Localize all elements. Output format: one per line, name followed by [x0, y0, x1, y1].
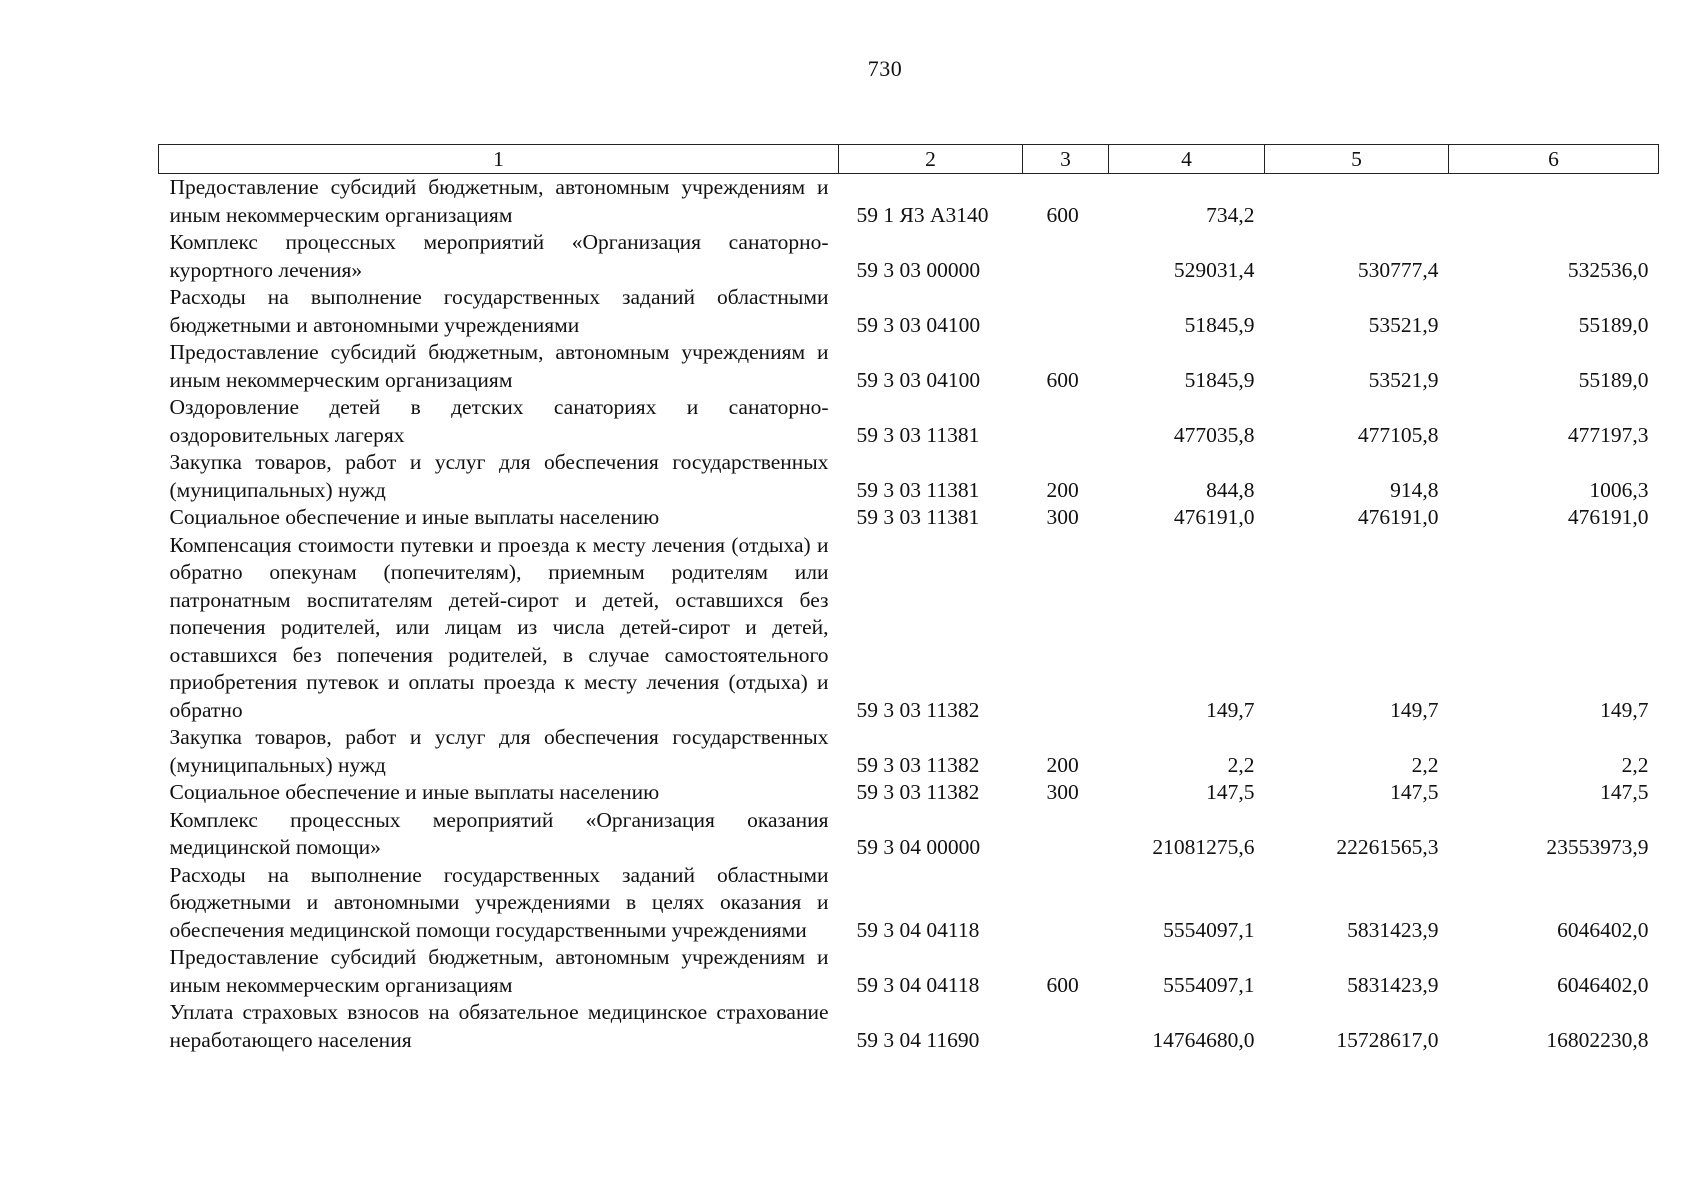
row-value-5: 476191,0 — [1357, 505, 1439, 529]
table-row — [159, 944, 1659, 999]
table-row — [159, 999, 1659, 1054]
row-group: 300 — [1046, 505, 1079, 529]
row-code: 59 3 03 04100 — [856, 312, 981, 337]
row-group — [1023, 394, 1109, 449]
row-value-5: 2,2 — [1411, 752, 1439, 777]
row-name: Оздоровление детей в детских санаториях и санаторно-оздоровительных лагерях — [169, 395, 829, 447]
table-row — [159, 229, 1659, 284]
table-row — [159, 779, 1659, 807]
column-header-3: 3 — [1023, 145, 1109, 174]
row-code: 59 3 03 11382 — [856, 752, 980, 777]
row-value-4: 147,5 — [1206, 780, 1255, 804]
row-value-4: 149,7 — [1206, 697, 1255, 722]
table-row — [159, 394, 1659, 449]
row-name: Закупка товаров, работ и услуг для обеспечения государственных (муниципальных) нужд — [169, 725, 829, 777]
row-group — [1023, 532, 1109, 725]
row-value-5: 53521,9 — [1368, 367, 1439, 392]
row-value-4: 2,2 — [1227, 752, 1255, 777]
row-value-5: 15728617,0 — [1336, 1027, 1439, 1052]
row-group — [1023, 284, 1109, 339]
row-name: Уплата страховых взносов на обязательное медицинское страхование неработающего населения — [169, 1000, 829, 1052]
row-value-6: 1006,3 — [1589, 477, 1649, 502]
row-code: 59 3 04 04118 — [856, 972, 980, 997]
row-value-4: 734,2 — [1206, 202, 1255, 227]
row-value-6: 149,7 — [1600, 697, 1649, 722]
row-code: 59 1 Я3 А3140 — [856, 202, 989, 227]
row-name: Закупка товаров, работ и услуг для обеспечения государственных (муниципальных) нужд — [169, 450, 829, 502]
row-group — [1023, 229, 1109, 284]
table-row — [159, 862, 1659, 945]
row-value-5: 22261565,3 — [1336, 835, 1439, 859]
row-group: 600 — [1046, 972, 1079, 997]
row-code: 59 3 04 00000 — [856, 835, 981, 859]
row-group: 300 — [1046, 780, 1079, 804]
table-row — [159, 449, 1659, 504]
row-group: 200 — [1046, 752, 1079, 777]
row-group: 200 — [1046, 477, 1079, 502]
column-header-5: 5 — [1265, 145, 1449, 174]
table-row — [159, 532, 1659, 725]
table-row — [159, 724, 1659, 779]
row-value-4: 51845,9 — [1184, 367, 1255, 392]
row-value-5: 530777,4 — [1357, 257, 1439, 282]
row-code: 59 3 03 11382 — [856, 697, 980, 722]
row-code: 59 3 03 00000 — [856, 257, 981, 282]
row-group — [1023, 999, 1109, 1054]
row-value-6: 55189,0 — [1578, 312, 1649, 337]
row-name: Предоставление субсидий бюджетным, автономным учреждениям и иным некоммерческим организациям — [169, 945, 829, 997]
row-value-6: 147,5 — [1600, 780, 1649, 804]
table-body — [159, 174, 1659, 1055]
row-value-4: 477035,8 — [1173, 422, 1255, 447]
table-row — [159, 504, 1659, 532]
row-value-5: 149,7 — [1390, 697, 1439, 722]
row-value-6: 16802230,8 — [1546, 1027, 1649, 1052]
row-value-4: 529031,4 — [1173, 257, 1255, 282]
row-value-5: 53521,9 — [1368, 312, 1439, 337]
row-group: 600 — [1046, 367, 1079, 392]
table-row — [159, 284, 1659, 339]
table-row — [159, 807, 1659, 862]
row-value-4: 5554097,1 — [1163, 917, 1255, 942]
row-value-4: 844,8 — [1206, 477, 1255, 502]
row-value-5: 5831423,9 — [1347, 972, 1439, 997]
budget-table — [158, 144, 1659, 1054]
row-value-4: 21081275,6 — [1152, 835, 1255, 859]
row-name: Расходы на выполнение государственных заданий областными бюджетными и автономными учреждениями в целях оказания и обеспечения медицинской помощи государственными учреждениями — [169, 862, 829, 942]
row-code: 59 3 03 11381 — [856, 477, 980, 502]
row-group — [1023, 862, 1109, 945]
column-header-4: 4 — [1109, 145, 1265, 174]
row-code: 59 3 04 04118 — [856, 917, 980, 942]
row-value-5 — [1265, 174, 1449, 230]
row-value-5: 914,8 — [1390, 477, 1439, 502]
row-name: Предоставление субсидий бюджетным, автономным учреждениям и иным некоммерческим организациям — [169, 175, 829, 227]
row-value-5: 477105,8 — [1357, 422, 1439, 447]
row-name: Компенсация стоимости путевки и проезда к месту лечения (отдыха) и обратно опекунам (попечителям), приемным родителям или патронатным воспитателям детей-сирот и детей, оставшихся без попечения родителей, или лицам из числа детей-сирот и детей, оставшихся без попечения родителей, в случае самостоятельного приобретения путевок и оплаты проезда к месту лечения (отдыха) и обратно — [169, 532, 829, 722]
column-header-2: 2 — [839, 145, 1023, 174]
row-group: 600 — [1046, 202, 1079, 227]
column-header-1: 1 — [159, 145, 839, 174]
row-name: Социальное обеспечение и иные выплаты населению — [169, 780, 660, 804]
header-row — [159, 145, 1659, 174]
page-number: 730 — [867, 56, 903, 81]
row-code: 59 3 03 11381 — [856, 505, 980, 529]
row-name: Комплекс процессных мероприятий «Организация санаторно-курортного лечения» — [169, 230, 829, 282]
row-value-5: 5831423,9 — [1347, 917, 1439, 942]
row-value-6: 2,2 — [1621, 752, 1649, 777]
table-row — [159, 339, 1659, 394]
row-value-6: 23553973,9 — [1546, 835, 1649, 859]
row-value-4: 476191,0 — [1173, 505, 1255, 529]
row-group — [1023, 807, 1109, 862]
row-code: 59 3 04 11690 — [856, 1027, 980, 1052]
row-code: 59 3 03 04100 — [856, 367, 981, 392]
row-value-6: 477197,3 — [1567, 422, 1649, 447]
row-code: 59 3 03 11381 — [856, 422, 980, 447]
row-value-4: 5554097,1 — [1163, 972, 1255, 997]
row-value-6: 476191,0 — [1567, 505, 1649, 529]
column-header-6: 6 — [1449, 145, 1659, 174]
row-value-5: 147,5 — [1390, 780, 1439, 804]
row-value-6: 55189,0 — [1578, 367, 1649, 392]
row-name: Расходы на выполнение государственных заданий областными бюджетными и автономными учреждениями — [169, 285, 829, 337]
row-name: Социальное обеспечение и иные выплаты населению — [169, 505, 660, 529]
row-value-6: 6046402,0 — [1557, 972, 1649, 997]
table-row — [159, 174, 1659, 230]
row-code: 59 3 03 11382 — [856, 780, 980, 804]
row-value-6: 6046402,0 — [1557, 917, 1649, 942]
row-name: Комплекс процессных мероприятий «Организация оказания медицинской помощи» — [169, 807, 829, 859]
row-value-4: 14764680,0 — [1152, 1027, 1255, 1052]
row-value-4: 51845,9 — [1184, 312, 1255, 337]
row-name: Предоставление субсидий бюджетным, автономным учреждениям и иным некоммерческим организациям — [169, 340, 829, 392]
row-value-6 — [1449, 174, 1659, 230]
row-value-6: 532536,0 — [1567, 257, 1649, 282]
